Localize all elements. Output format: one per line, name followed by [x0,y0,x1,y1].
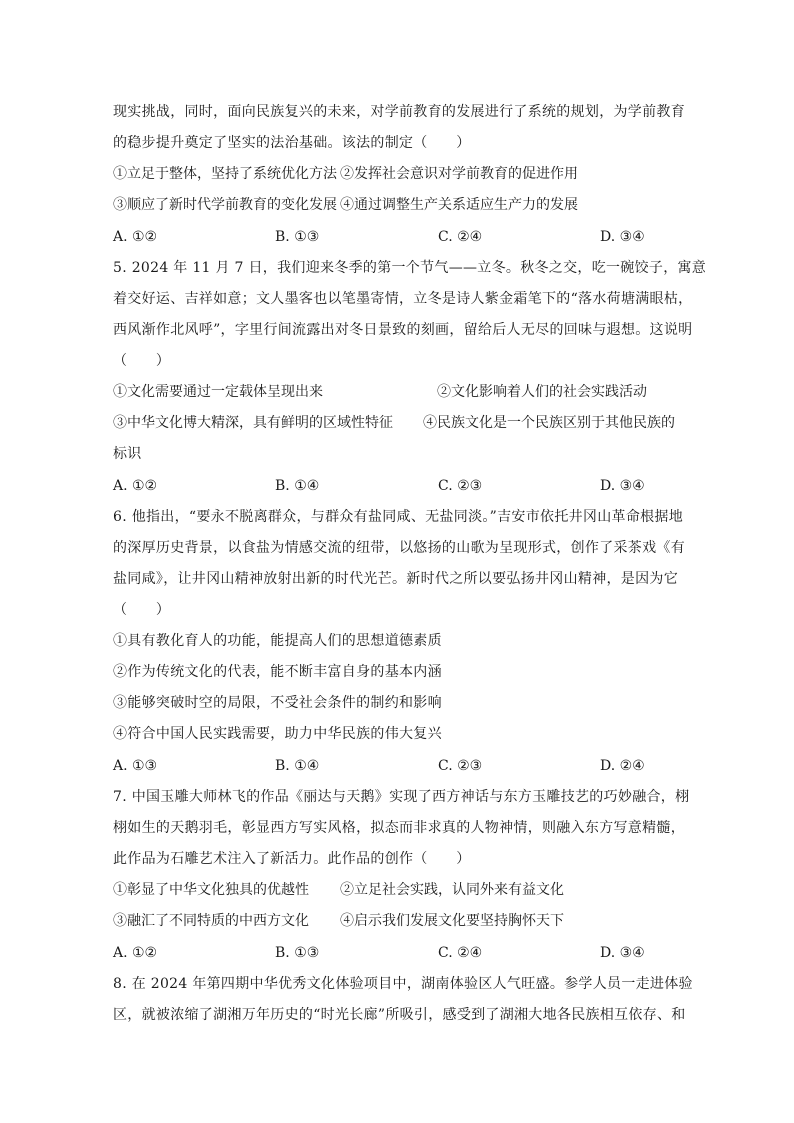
q5-choice-b[interactable]: B. ①④ [275,478,320,494]
q6-stem-line-1: 6. 他指出，“要永不脱离群众，与群众有盐同咸、无盐同淡。”吉安市依托井冈山革命根据地 [113,509,684,525]
q4-choice-d[interactable]: D. ③④ [600,229,645,245]
q5-choice-d[interactable]: D. ③④ [600,478,645,494]
q6-choice-d[interactable]: D. ②④ [600,758,645,774]
q7-option-4: ④启示我们发展文化要坚持胸怀天下 [340,913,564,929]
q6-choice-c[interactable]: C. ②③ [438,758,483,774]
q4-stem-line-2: 的稳步提升奠定了坚实的法治基础。该法的制定（ ） [113,135,471,151]
q7-stem-line-1: 7. 中国玉雕大师林飞的作品《丽达与天鹅》实现了西方神话与东方玉雕技艺的巧妙融合，栩 [113,789,690,805]
q6-answer-choices [113,756,673,776]
q5-option-4-wrap: 标识 [113,446,142,462]
q4-choice-c[interactable]: C. ②④ [438,229,483,245]
q4-answer-choices [113,227,673,247]
q8-stem-line-1: 8. 在 2024 年第四期中华优秀文化体验项目中，湖南体验区人气旺盛。参学人员一走进体验 [113,976,693,992]
q6-option-1: ①具有教化育人的功能，能提高人们的思想道德素质 [113,633,442,649]
q5-choice-a[interactable]: A. ①② [113,478,158,494]
q5-option-1: ①文化需要通过一定载体呈现出来 [113,384,323,400]
q6-choice-a[interactable]: A. ①③ [113,758,158,774]
q6-stem-line-3: 盐同咸》，让井冈山精神放射出新的时代光芒。新时代之所以要弘扬井冈山精神，是因为它 [113,571,678,587]
q5-option-2: ②文化影响着人们的社会实践活动 [437,384,647,400]
q7-stem-line-3: 此作品为石雕艺术注入了新活力。此作品的创作（ ） [113,851,471,867]
q5-stem-line-2: 着交好运、吉祥如意；文人墨客也以笔墨寄情，立冬是诗人紫金霜笔下的“落水荷塘满眼枯， [113,291,693,307]
q5-stem-line-4: （ ） [113,353,171,369]
q4-stem-line-1: 现实挑战，同时，面向民族复兴的未来，对学前教育的发展进行了系统的规划，为学前教育 [113,104,685,120]
q5-answer-choices [113,476,673,496]
q6-choice-b[interactable]: B. ①④ [275,758,320,774]
q5-option-4: ④民族文化是一个民族区别于其他民族的 [423,415,675,431]
q6-option-4: ④符合中国人民实践需要，助力中华民族的伟大复兴 [113,726,442,742]
q6-option-2: ②作为传统文化的代表，能不断丰富自身的基本内涵 [113,664,442,680]
q5-choice-c[interactable]: C. ②③ [438,478,483,494]
q7-answer-choices [113,943,673,963]
q6-option-3: ③能够突破时空的局限，不受社会条件的制约和影响 [113,695,442,711]
q5-stem-line-3: 西风渐作北风呼”，字里行间流露出对冬日景致的刻画，留给后人无尽的回味与遐想。这说明 [113,322,693,338]
q7-choice-a[interactable]: A. ①② [113,945,158,961]
q4-option-3: ③顺应了新时代学前教育的变化发展 [113,197,337,213]
q4-option-2: ②发挥社会意识对学前教育的促进作用 [340,166,578,182]
q7-choice-b[interactable]: B. ①③ [275,945,320,961]
q7-stem-line-2: 栩如生的天鹅羽毛，彰显西方写实风格，拟态而非求真的人物神情，则融入东方写意精髓， [113,820,685,836]
q5-option-3: ③中华文化博大精深，具有鲜明的区域性特征 [113,415,393,431]
q8-stem-line-2: 区，就被浓缩了湖湘万年历史的“时光长廊”所吸引，感受到了湖湘大地各民族相互依存、和 [113,1007,686,1023]
q7-option-2: ②立足社会实践，认同外来有益文化 [340,882,564,898]
q7-option-1: ①彰显了中华文化独具的优越性 [113,882,309,898]
q5-stem-line-1: 5. 2024 年 11 月 7 日，我们迎来冬季的第一个节气——立冬。秋冬之交，吃一碗饺子，寓意 [113,260,707,276]
q7-choice-c[interactable]: C. ②④ [438,945,483,961]
q7-option-3: ③融汇了不同特质的中西方文化 [113,913,309,929]
q6-stem-line-2: 的深厚历史背景，以食盐为情感交流的纽带，以悠扬的山歌为呈现形式，创作了采茶戏《有 [113,540,685,556]
q4-choice-a[interactable]: A. ①② [113,229,158,245]
q4-choice-b[interactable]: B. ①③ [275,229,320,245]
q4-option-1: ①立足于整体，坚持了系统优化方法 [113,166,337,182]
q7-choice-d[interactable]: D. ③④ [600,945,645,961]
q4-option-4: ④通过调整生产关系适应生产力的发展 [340,197,578,213]
q6-stem-line-4: （ ） [113,602,171,618]
